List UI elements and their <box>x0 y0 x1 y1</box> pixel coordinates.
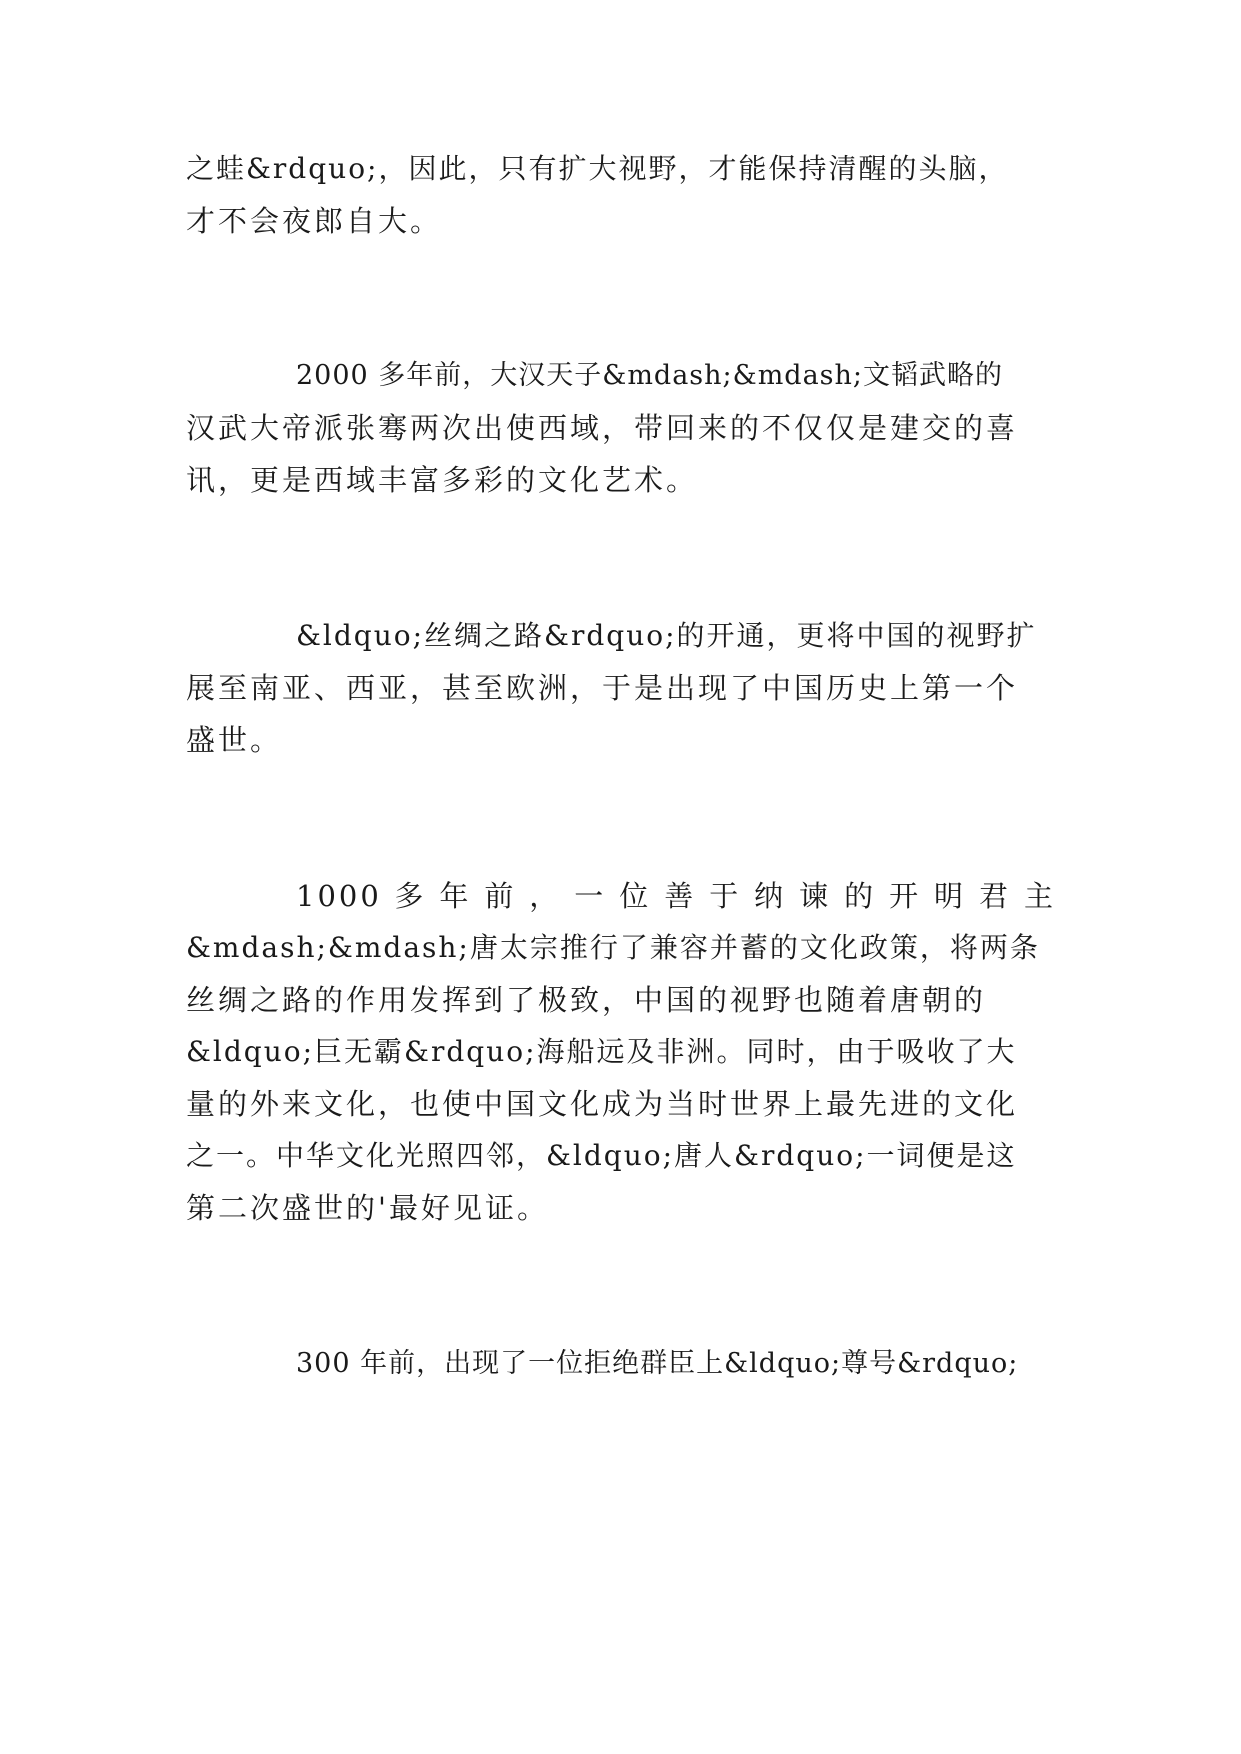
paragraph-3-line-3: 盛世。 <box>186 723 283 757</box>
paragraph-4-line-6: 之一。中华文化光照四邻，&ldquo;唐人&rdquo;一词便是这 <box>186 1139 1017 1172</box>
paragraph-1-line-2: 才不会夜郎自大。 <box>186 204 443 238</box>
paragraph-2-line-1: 2000 多年前，大汉天子&mdash;&mdash;文韬武略的 <box>296 360 1004 391</box>
paragraph-1-line-1: 之蛙&rdquo;，因此，只有扩大视野，才能保持清醒的头脑， <box>186 152 1009 185</box>
paragraph-3-line-2: 展至南亚、西亚，甚至欧洲，于是出现了中国历史上第一个 <box>186 671 1019 705</box>
paragraph-4-line-5: 量的外来文化，也使中国文化成为当时世界上最先进的文化 <box>186 1087 1019 1121</box>
paragraph-2-line-2: 汉武大帝派张骞两次出使西域，带回来的不仅仅是建交的喜 <box>186 411 1019 445</box>
paragraph-4-line-2: &mdash;&mdash;唐太宗推行了兼容并蓄的文化政策，将两条 <box>186 931 1040 964</box>
paragraph-5-line-1: 300 年前，出现了一位拒绝群臣上&ldquo;尊号&rdquo; <box>296 1348 1019 1379</box>
paragraph-2-line-3: 讯，更是西域丰富多彩的文化艺术。 <box>186 463 699 497</box>
paragraph-4-line-7: 第二次盛世的'最好见证。 <box>186 1191 549 1225</box>
paragraph-4-line-1: 1000 多 年 前 ， 一 位 善 于 纳 谏 的 开 明 君 主 <box>296 879 1056 913</box>
paragraph-3-line-1: &ldquo;丝绸之路&rdquo;的开通，更将中国的视野扩 <box>296 619 1037 652</box>
paragraph-4-line-3: 丝绸之路的作用发挥到了极致，中国的视野也随着唐朝的 <box>186 983 987 1017</box>
paragraph-4-line-4: &ldquo;巨无霸&rdquo;海船远及非洲。同时，由于吸收了大 <box>186 1035 1017 1068</box>
